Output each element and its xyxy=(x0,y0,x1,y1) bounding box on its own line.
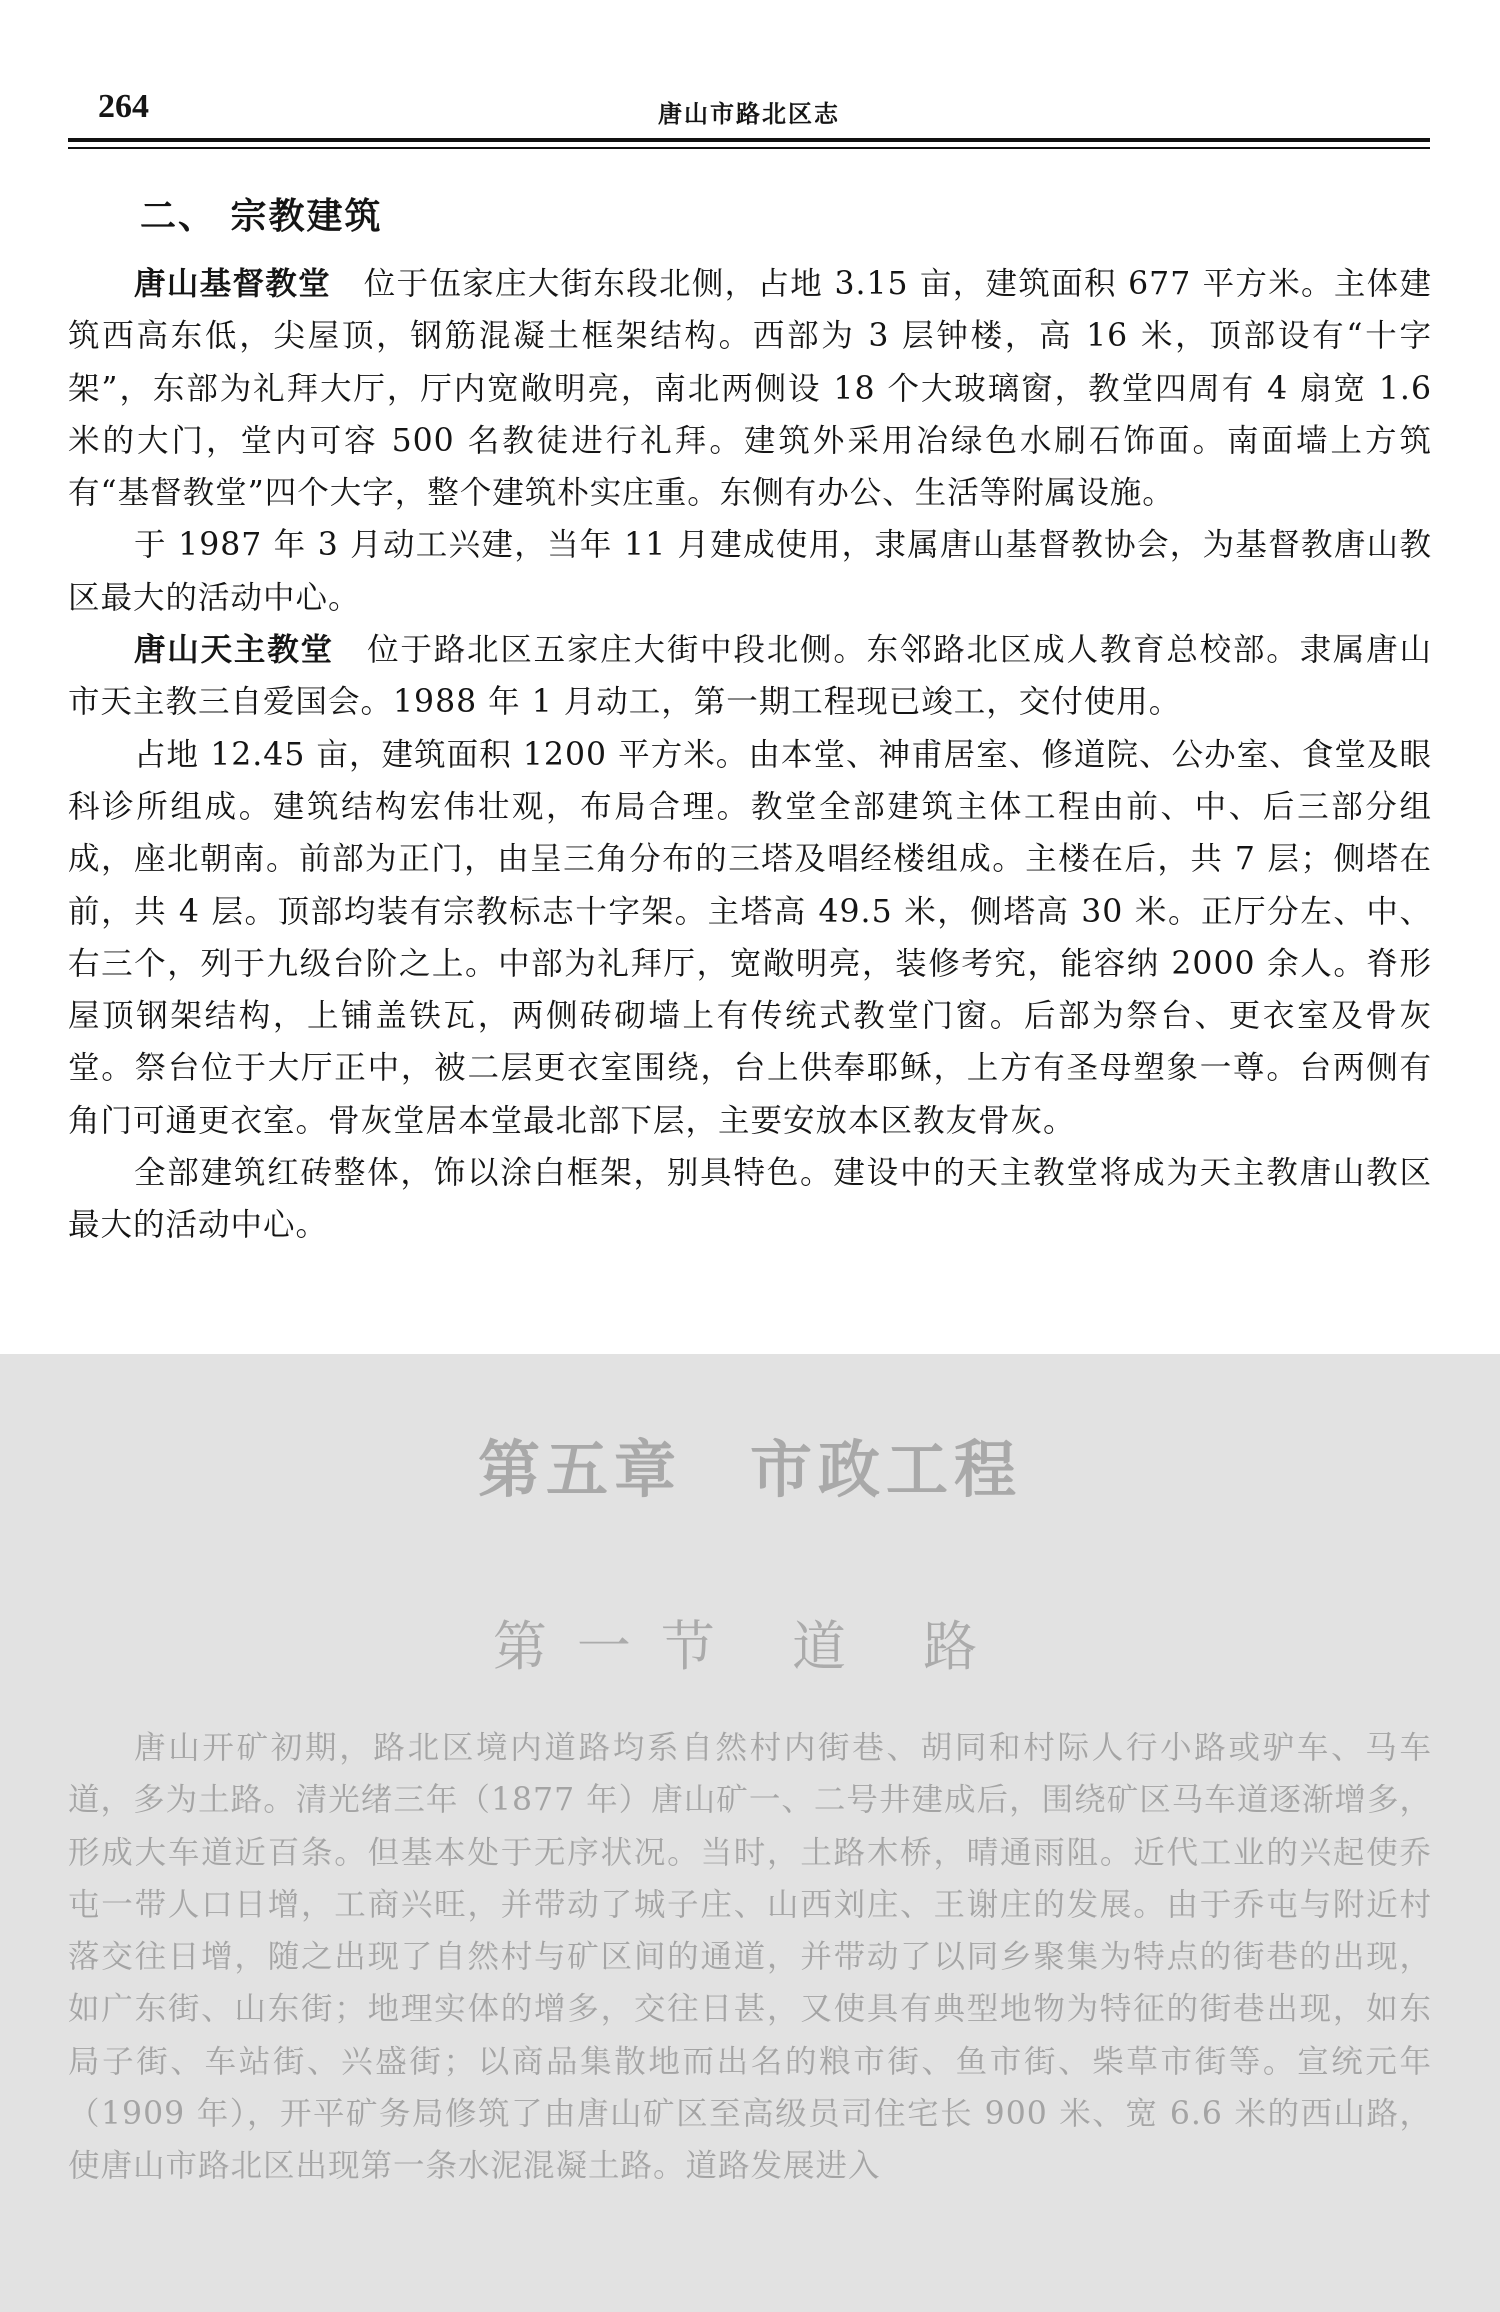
paragraph-text: 占地 12.45 亩，建筑面积 1200 平方米。由本堂、神甫居室、修道院、公办室、食堂及眼科诊所组成。建筑结构宏伟壮观，布局合理。教堂全部建筑主体工程由前、中、后三部分组成，座北朝南。前部为正门，由呈三角分布的三塔及唱经楼组成。主楼在后，共 7 层；侧塔在前，共 4 层。顶部均装有宗教标志十字架。主塔高 49.5 米，侧塔高 30 米。正厅分左、中、右三个，列于九级台阶之上。中部为礼拜厅，宽敞明亮，装修考究，能容纳 2000 余人。脊形屋顶钢架结构，上铺盖铁瓦，两侧砖砌墙上有传统式教堂门窗。后部为祭台、更衣室及骨灰堂。祭台位于大厅正中，被二层更衣室围绕，台上供奉耶稣，上方有圣母塑象一尊。台两侧有角门可通更衣室。骨灰堂居本堂最北部下层，主要安放本区教友骨灰。 xyxy=(68,736,1432,1139)
paragraph xyxy=(68,258,1432,519)
paragraph xyxy=(68,1147,1432,1252)
paragraph-text: 于 1987 年 3 月动工兴建，当年 11 月建成使用，隶属唐山基督教协会，为基督教唐山教区最大的活动中心。 xyxy=(68,527,1432,616)
entry-term: 唐山基督教堂 xyxy=(134,266,331,302)
chapter-body-text xyxy=(68,1722,1432,2193)
chapter-section-title: 第一节 道 路 xyxy=(492,1615,1008,1678)
paragraph-text: 位于伍家庄大街东段北侧，占地 3.15 亩，建筑面积 677 平方米。主体建筑西高东低，尖屋顶，钢筋混凝土框架结构。西部为 3 层钟楼，高 16 米，顶部设有“十字架”，东部为礼拜大厅，厅内宽敞明亮，南北两侧设 18 个大玻璃窗，教堂四周有 4 扇宽 1.6 米的大门，堂内可容 500 名教徒进行礼拜。建筑外采用冶绿色水刷石饰面。南面墙上方筑有“基督教堂”四个大字，整个建筑朴实庄重。东侧有办公、生活等附属设施。 xyxy=(68,266,1432,512)
chapter-title: 第五章 市政工程 xyxy=(477,1433,1022,1506)
paragraph xyxy=(68,624,1432,729)
chapter-preview xyxy=(0,1354,1500,2312)
paragraph xyxy=(68,519,1432,624)
entry-term: 唐山天主教堂 xyxy=(134,632,334,669)
paragraph-text: 全部建筑红砖整体，饰以涂白框架，别具特色。建设中的天主教堂将成为天主教唐山教区最大的活动中心。 xyxy=(68,1155,1432,1244)
paragraph-text: 唐山开矿初期，路北区境内道路均系自然村内街巷、胡同和村际人行小路或驴车、马车道，多为土路。清光绪三年（1877 年）唐山矿一、二号井建成后，围绕矿区马车道逐渐增多，形成大车道近百条。但基本处于无序状况。当时，土路木桥，晴通雨阻。近代工业的兴起使乔屯一带人口日增，工商兴旺，并带动了城子庄、山西刘庄、王谢庄的发展。由于乔屯与附近村落交往日增，随之出现了自然村与矿区间的通道，并带动了以同乡聚集为特点的街巷的出现，如广东街、山东街；地理实体的增多，交往日甚，又使具有典型地物为特征的街巷出现，如东局子街、车站街、兴盛街；以商品集散地而出名的粮市街、鱼市街、柴草市街等。宣统元年（1909 年），开平矿务局修筑了由唐山矿区至高级员司住宅长 900 米、宽 6.6 米的西山路，使唐山市路北区出现第一条水泥混凝土路。道路发展进入 xyxy=(68,1730,1432,2185)
page-header xyxy=(68,88,1430,128)
body-text xyxy=(68,258,1432,1252)
paragraph xyxy=(68,729,1432,1147)
page-number: 264 xyxy=(98,88,149,125)
section-heading: 二、 宗教建筑 xyxy=(140,196,383,237)
running-title: 唐山市路北区志 xyxy=(658,99,840,128)
header-rule-thin xyxy=(68,147,1430,149)
paragraph-text: 位于路北区五家庄大街中段北侧。东邻路北区成人教育总校部。隶属唐山市天主教三自爱国会。1988 年 1 月动工，第一期工程现已竣工，交付使用。 xyxy=(68,632,1432,721)
header-rule-thick xyxy=(68,138,1430,142)
